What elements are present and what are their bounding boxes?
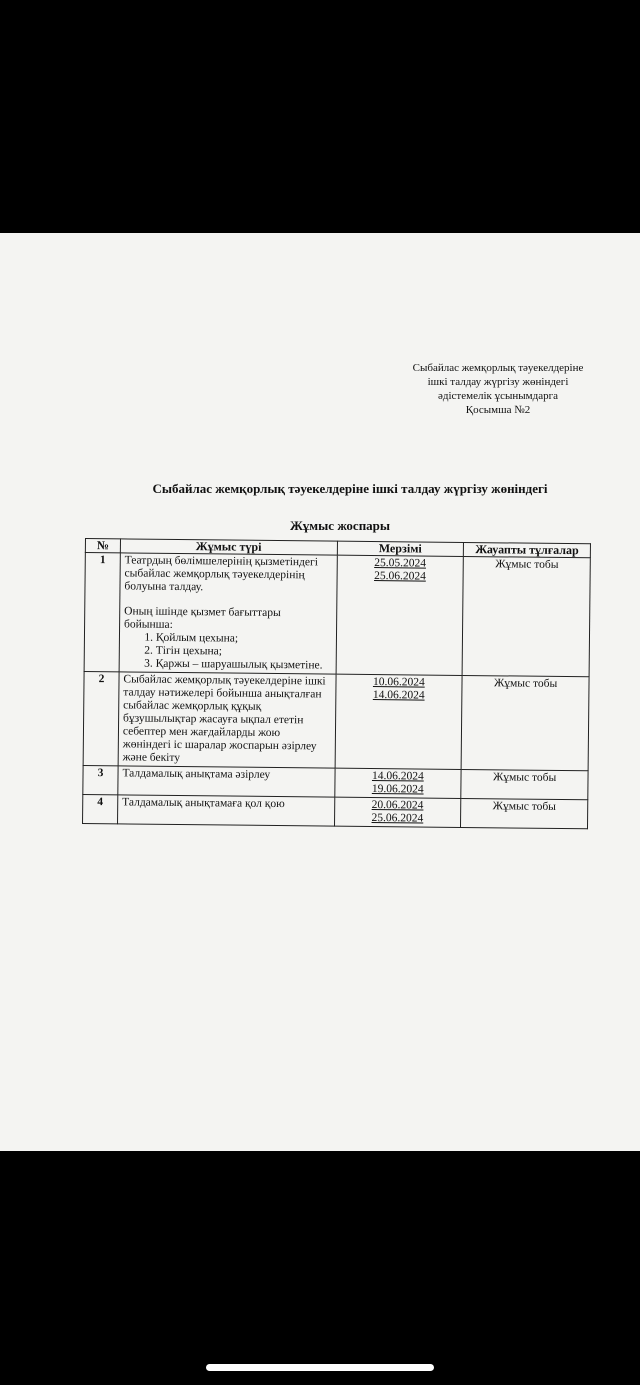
row-number: 1 — [84, 553, 120, 672]
row-responsible: Жұмыс тобы — [461, 675, 589, 770]
work-type-subintro: Оның ішінде қызмет бағыттары бойынша: — [123, 605, 281, 631]
work-type-list — [124, 631, 332, 672]
date-from: 25.05.2024 — [374, 557, 427, 570]
row-work-type — [119, 553, 337, 674]
row-number: 4 — [83, 794, 118, 823]
appendix-header — [398, 361, 598, 417]
list-item: 3. Қаржы – шаруашылық қызметіне. — [156, 658, 332, 673]
list-item: 2. Тігін цехына; — [156, 645, 332, 660]
appendix-line: әдістемелік ұсынымдарга — [438, 390, 558, 402]
work-plan-table — [82, 538, 591, 829]
date-to: 25.06.2024 — [374, 570, 426, 583]
date-to: 19.06.2024 — [371, 783, 424, 796]
row-number: 2 — [83, 671, 119, 765]
date-from: 10.06.2024 — [372, 676, 425, 689]
date-to: 14.06.2024 — [372, 689, 425, 702]
header-no: № — [85, 539, 120, 553]
row-responsible: Жұмыс тобы — [461, 798, 588, 828]
row-deadline — [336, 555, 464, 675]
appendix-number: Қосымша №2 — [465, 404, 531, 416]
appendix-line: ішкі талдау жүргізу жөніндегі — [427, 376, 569, 388]
document-title: Сыбайлас жемқорлық тәуекелдеріне ішкі талдау жүргізу жөніндегі — [152, 481, 548, 496]
row-number: 3 — [83, 765, 118, 794]
home-indicator[interactable] — [206, 1364, 434, 1371]
table-row — [83, 671, 589, 770]
row-responsible: Жұмыс тобы — [461, 769, 588, 799]
row-deadline — [335, 674, 463, 769]
row-deadline — [334, 797, 461, 827]
list-item: 1. Қойлым цехына; — [156, 632, 332, 647]
table-row — [83, 794, 588, 828]
header-responsible: Жауапты тұлғалар — [464, 542, 591, 557]
row-deadline — [334, 768, 461, 798]
document-subtitle: Жұмыс жоспары — [289, 518, 391, 533]
header-deadline: Мерзімі — [337, 541, 464, 556]
date-to: 25.06.2024 — [371, 812, 424, 825]
row-work-type: Талдамалық анықтамаға қол қою — [117, 795, 334, 826]
row-work-type: Сыбайлас жемқорлық тәуекелдеріне ішкі талдау нәтижелері бойынша анықталған сыбайлас жемқорлық құқық бұзушылықтар жасауға ықпал ететін себептер мен жағдайларды жою жөніндегі іс шаралар жоспарын әзірлеу және бекіту — [118, 672, 336, 768]
work-type-text: Театрдың бөлімшелерінің қызметіндегі сыбайлас жемқорлық тәуекелдерінің болуына талдау. — [124, 554, 319, 594]
table-row — [84, 553, 590, 677]
date-from: 20.06.2024 — [371, 799, 424, 812]
row-work-type: Талдамалық анықтама әзірлеу — [118, 766, 335, 797]
header-work-type: Жұмыс түрі — [120, 539, 337, 555]
document-page — [0, 233, 640, 1151]
date-from: 14.06.2024 — [371, 770, 424, 783]
row-responsible: Жұмыс тобы — [462, 556, 590, 676]
appendix-line: Сыбайлас жемқорлық тәуекелдеріне — [412, 362, 584, 374]
